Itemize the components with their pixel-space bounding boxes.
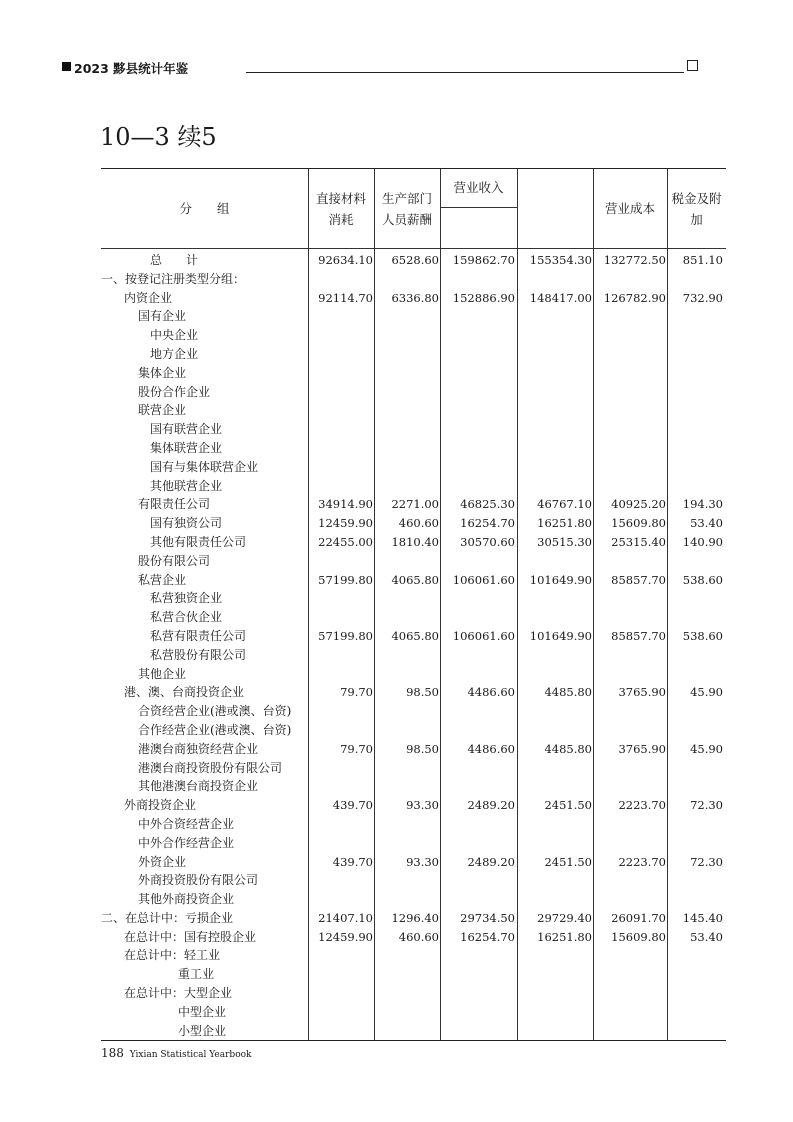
row-value: 45.90 <box>690 685 723 700</box>
row-value: 46825.30 <box>460 497 515 512</box>
table-row <box>101 890 726 909</box>
row-value: 30515.30 <box>537 534 592 549</box>
row-label: 私营企业 <box>138 572 187 587</box>
row-value: 15609.80 <box>611 516 666 531</box>
table-row <box>101 326 726 345</box>
table-row <box>101 740 726 759</box>
row-label: 中型企业 <box>178 1004 227 1019</box>
table-row <box>101 815 726 834</box>
row-value: 57199.80 <box>318 628 373 643</box>
row-value: 53.40 <box>690 516 723 531</box>
row-label: 外商投资企业 <box>124 798 197 813</box>
table-row <box>101 533 726 552</box>
row-label: 私营有限责任公司 <box>150 628 247 643</box>
row-value: 152886.90 <box>452 290 515 305</box>
row-value: 79.70 <box>340 685 373 700</box>
row-label: 地方企业 <box>150 346 199 361</box>
row-label: 中外合资经营企业 <box>138 816 235 831</box>
row-value: 98.50 <box>406 685 439 700</box>
row-label: 私营合伙企业 <box>150 610 223 625</box>
row-value: 16251.80 <box>537 516 592 531</box>
table-row <box>101 477 726 496</box>
header-divider <box>101 248 726 249</box>
row-label: 外商投资股份有限公司 <box>138 873 259 888</box>
page-footer <box>101 1046 251 1060</box>
table-row <box>101 984 726 1003</box>
row-label: 在总计中：轻工业 <box>124 948 221 963</box>
table-row <box>101 514 726 533</box>
yearbook-title: 2023 黟县统计年鉴 <box>74 61 189 76</box>
table-row <box>101 627 726 646</box>
page-number: 188 <box>101 1046 124 1060</box>
row-value: 460.60 <box>398 516 439 531</box>
row-label: 一、按登记注册类型分组： <box>101 271 246 286</box>
table-row <box>101 251 726 270</box>
row-value: 3765.90 <box>618 741 666 756</box>
row-value: 29729.40 <box>537 910 592 925</box>
row-value: 1810.40 <box>391 534 439 549</box>
table-row <box>101 965 726 984</box>
square-outline-icon <box>687 60 698 71</box>
row-value: 25315.40 <box>611 534 666 549</box>
row-label: 集体联营企业 <box>150 440 223 455</box>
row-label: 其他联营企业 <box>150 478 223 493</box>
row-value: 159862.70 <box>452 253 515 267</box>
row-value: 155354.30 <box>529 253 592 267</box>
table-body <box>101 251 726 1040</box>
row-value: 53.40 <box>690 929 723 944</box>
square-bullet-icon <box>62 62 71 71</box>
revenue-header-underline <box>440 207 517 208</box>
row-label: 港、澳、台商投资企业 <box>124 685 245 700</box>
row-value: 72.30 <box>690 798 723 813</box>
table-row <box>101 364 726 383</box>
row-value: 79.70 <box>340 741 373 756</box>
header-revenue: 营业收入 <box>453 180 504 195</box>
row-label: 重工业 <box>178 967 215 982</box>
row-label: 外资企业 <box>138 854 187 869</box>
row-value: 6336.80 <box>391 290 439 305</box>
row-value: 72.30 <box>690 854 723 869</box>
row-value: 4065.80 <box>391 572 439 587</box>
table-row <box>101 439 726 458</box>
running-header <box>62 60 698 74</box>
row-value: 12459.90 <box>318 929 373 944</box>
row-value: 12459.90 <box>318 516 373 531</box>
row-value: 26091.70 <box>611 910 666 925</box>
row-label: 总 计 <box>150 253 199 267</box>
row-value: 30570.60 <box>460 534 515 549</box>
header-direct-material: 直接材料 消耗 <box>315 191 366 227</box>
table-row <box>101 702 726 721</box>
row-value: 538.60 <box>682 572 723 587</box>
row-value: 16254.70 <box>460 929 515 944</box>
table-row <box>101 608 726 627</box>
row-value: 732.90 <box>682 290 723 305</box>
row-value: 93.30 <box>406 798 439 813</box>
row-value: 2489.20 <box>467 854 515 869</box>
table-row <box>101 401 726 420</box>
row-value: 40925.20 <box>611 497 666 512</box>
table-row <box>101 777 726 796</box>
row-value: 46767.10 <box>537 497 592 512</box>
table-row <box>101 909 726 928</box>
header-tax: 税金及附 加 <box>671 191 722 227</box>
row-label: 在总计中：大型企业 <box>124 986 233 1001</box>
header-salary: 生产部门 人员薪酬 <box>381 191 432 227</box>
row-value: 2451.50 <box>544 854 592 869</box>
row-label: 二、在总计中：亏损企业 <box>101 910 234 925</box>
row-label: 中外合作经营企业 <box>138 835 235 850</box>
row-value: 2489.20 <box>467 798 515 813</box>
row-value: 45.90 <box>690 741 723 756</box>
row-label: 私营独资企业 <box>150 591 223 606</box>
table-row <box>101 495 726 514</box>
table-row <box>101 646 726 665</box>
table-row <box>101 1003 726 1022</box>
table-row <box>101 928 726 947</box>
row-label: 股份有限公司 <box>138 553 211 568</box>
row-label: 有限责任公司 <box>138 497 211 512</box>
row-label: 国有独资公司 <box>150 516 223 531</box>
row-value: 29734.50 <box>460 910 515 925</box>
row-value: 6528.60 <box>391 253 439 267</box>
row-label: 国有与集体联营企业 <box>150 459 259 474</box>
row-value: 22455.00 <box>318 534 373 549</box>
row-label: 私营股份有限公司 <box>150 647 247 662</box>
row-label: 内资企业 <box>124 290 173 305</box>
row-value: 98.50 <box>406 741 439 756</box>
header-group: 分 组 <box>179 201 230 216</box>
row-value: 4065.80 <box>391 628 439 643</box>
row-value: 126782.90 <box>603 290 666 305</box>
row-label: 股份合作企业 <box>138 384 211 399</box>
table-row <box>101 458 726 477</box>
row-label: 在总计中：国有控股企业 <box>124 929 257 944</box>
row-label: 其他外商投资企业 <box>138 892 235 907</box>
row-label: 港澳台商投资股份有限公司 <box>138 760 283 775</box>
table-row <box>101 270 726 289</box>
row-label: 其他港澳台商投资企业 <box>138 779 259 794</box>
table-row <box>101 759 726 778</box>
row-value: 21407.10 <box>318 910 373 925</box>
row-value: 2451.50 <box>544 798 592 813</box>
row-label: 小型企业 <box>178 1023 227 1038</box>
table-row <box>101 571 726 590</box>
table-row <box>101 796 726 815</box>
row-value: 93.30 <box>406 854 439 869</box>
data-table <box>101 168 726 1041</box>
row-value: 106061.60 <box>452 628 515 643</box>
table-row <box>101 420 726 439</box>
row-value: 851.10 <box>682 253 723 267</box>
row-value: 106061.60 <box>452 572 515 587</box>
row-value: 15609.80 <box>611 929 666 944</box>
row-value: 85857.70 <box>611 572 666 587</box>
header-rule <box>246 72 684 73</box>
row-label: 其他企业 <box>138 666 187 681</box>
table-row <box>101 307 726 326</box>
row-value: 16251.80 <box>537 929 592 944</box>
row-value: 439.70 <box>332 854 373 869</box>
table-row <box>101 345 726 364</box>
row-value: 4485.80 <box>544 685 592 700</box>
row-value: 4486.60 <box>467 741 515 756</box>
row-value: 85857.70 <box>611 628 666 643</box>
row-label: 国有企业 <box>138 309 187 324</box>
row-value: 2271.00 <box>391 497 439 512</box>
row-value: 3765.90 <box>618 685 666 700</box>
book-name: Yixian Statistical Yearbook <box>129 1050 252 1060</box>
table-row <box>101 552 726 571</box>
row-value: 132772.50 <box>603 253 666 267</box>
table-row <box>101 289 726 308</box>
table-row <box>101 683 726 702</box>
row-label: 合资经营企业(港或澳、台资) <box>138 704 292 719</box>
table-row <box>101 383 726 402</box>
row-label: 国有联营企业 <box>150 422 223 437</box>
table-row <box>101 665 726 684</box>
row-value: 439.70 <box>332 798 373 813</box>
row-value: 460.60 <box>398 929 439 944</box>
row-label: 港澳台商独资经营企业 <box>138 741 259 756</box>
row-value: 92634.10 <box>318 253 373 267</box>
row-label: 其他有限责任公司 <box>150 534 247 549</box>
header-cost: 营业成本 <box>604 201 655 216</box>
row-label: 中央企业 <box>150 328 199 343</box>
row-label: 联营企业 <box>138 403 187 418</box>
row-value: 145.40 <box>682 910 723 925</box>
table-row <box>101 871 726 890</box>
row-value: 92114.70 <box>318 290 373 305</box>
table-row <box>101 1022 726 1041</box>
table-row <box>101 946 726 965</box>
row-label: 合作经营企业(港或澳、台资) <box>138 722 292 737</box>
row-value: 34914.90 <box>318 497 373 512</box>
row-value: 101649.90 <box>529 628 592 643</box>
row-value: 140.90 <box>682 534 723 549</box>
row-value: 2223.70 <box>618 798 666 813</box>
row-value: 2223.70 <box>618 854 666 869</box>
table-row <box>101 853 726 872</box>
row-value: 57199.80 <box>318 572 373 587</box>
table-row <box>101 834 726 853</box>
row-value: 4486.60 <box>467 685 515 700</box>
row-value: 538.60 <box>682 628 723 643</box>
table-row <box>101 589 726 608</box>
row-label: 集体企业 <box>138 365 187 380</box>
row-value: 1296.40 <box>391 910 439 925</box>
table-row <box>101 721 726 740</box>
row-value: 148417.00 <box>529 290 592 305</box>
page-title: 10—3 续5 <box>100 123 217 151</box>
row-value: 194.30 <box>682 497 723 512</box>
row-value: 101649.90 <box>529 572 592 587</box>
row-value: 4485.80 <box>544 741 592 756</box>
row-value: 16254.70 <box>460 516 515 531</box>
